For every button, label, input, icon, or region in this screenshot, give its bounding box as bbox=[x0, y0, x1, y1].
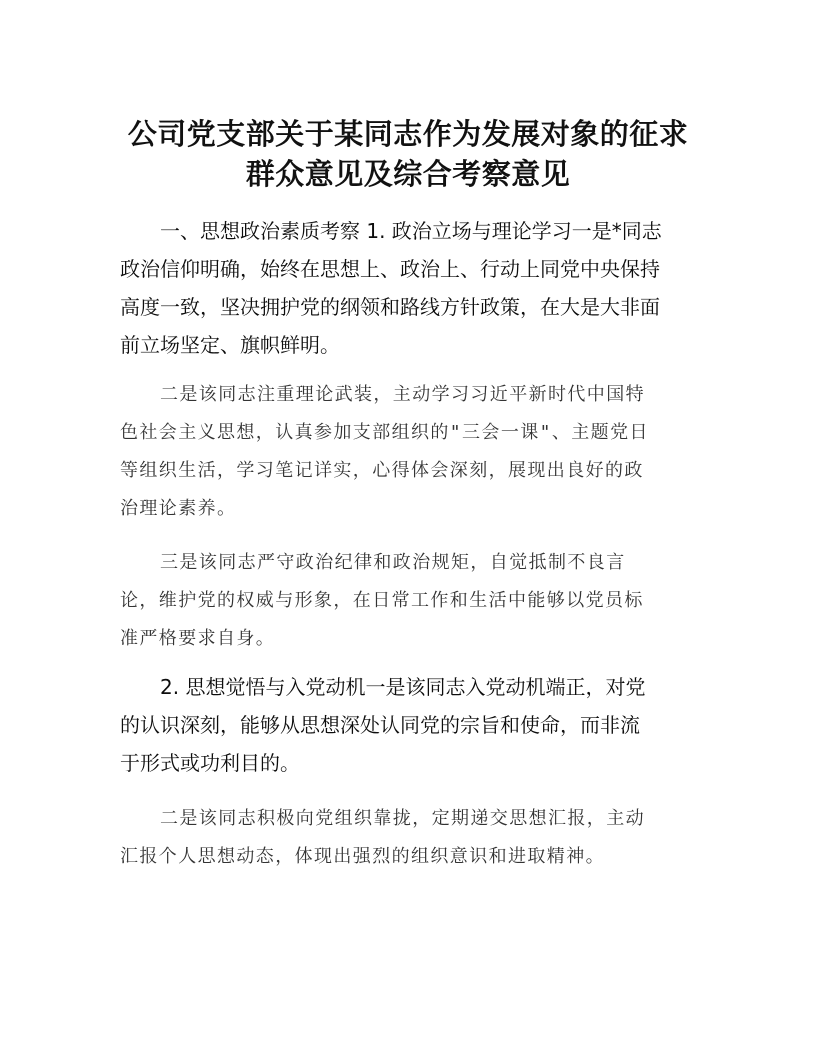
paragraph-line: 前立场坚定、旗帜鲜明。 bbox=[120, 333, 340, 357]
paragraph-line: 于形式或功利目的。 bbox=[120, 751, 300, 775]
paragraph-discipline bbox=[120, 544, 700, 658]
paragraph-line: 治理论素养。 bbox=[120, 498, 237, 519]
title-line-2: 群众意见及综合考察意见 bbox=[245, 157, 571, 191]
paragraph-line: 二是该同志积极向党组织靠拢，定期递交思想汇报，主动 bbox=[160, 808, 645, 829]
paragraph-line: 汇报个人思想动态，体现出强烈的组织意识和进取精神。 bbox=[120, 846, 605, 867]
paragraph-line: 三是该同志严守政治纪律和政治规矩，自觉抵制不良言 bbox=[160, 552, 626, 573]
paragraph-political-stance bbox=[120, 212, 700, 364]
paragraph-line: 一、思想政治素质考察 1. 政治立场与理论学习一是*同志 bbox=[160, 219, 662, 243]
paragraph-line: 二是该同志注重理论武装，主动学习习近平新时代中国特 bbox=[160, 384, 645, 405]
paragraph-line: 色社会主义思想，认真参加支部组织的"三会一课"、主题党日 bbox=[120, 422, 649, 443]
paragraph-line: 2. 思想觉悟与入党动机一是该同志入党动机端正，对党 bbox=[160, 675, 646, 699]
paragraph-theory-study bbox=[120, 376, 700, 528]
title-line-1: 公司党支部关于某同志作为发展对象的征求 bbox=[127, 117, 689, 151]
paragraph-reporting bbox=[120, 800, 700, 876]
paragraph-motivation bbox=[120, 668, 700, 782]
paragraph-line: 等组织生活，学习笔记详实，心得体会深刻，展现出良好的政 bbox=[120, 460, 644, 481]
paragraph-line: 的认识深刻，能够从思想深处认同党的宗旨和使命，而非流 bbox=[120, 713, 640, 737]
paragraph-line: 论，维护党的权威与形象，在日常工作和生活中能够以党员标 bbox=[120, 590, 644, 611]
paragraph-line: 高度一致，坚决拥护党的纲领和路线方针政策，在大是大非面 bbox=[120, 295, 660, 319]
paragraph-line: 准严格要求自身。 bbox=[120, 628, 276, 649]
document-title bbox=[100, 114, 716, 194]
paragraph-line: 政治信仰明确，始终在思想上、政治上、行动上同党中央保持 bbox=[120, 257, 660, 281]
